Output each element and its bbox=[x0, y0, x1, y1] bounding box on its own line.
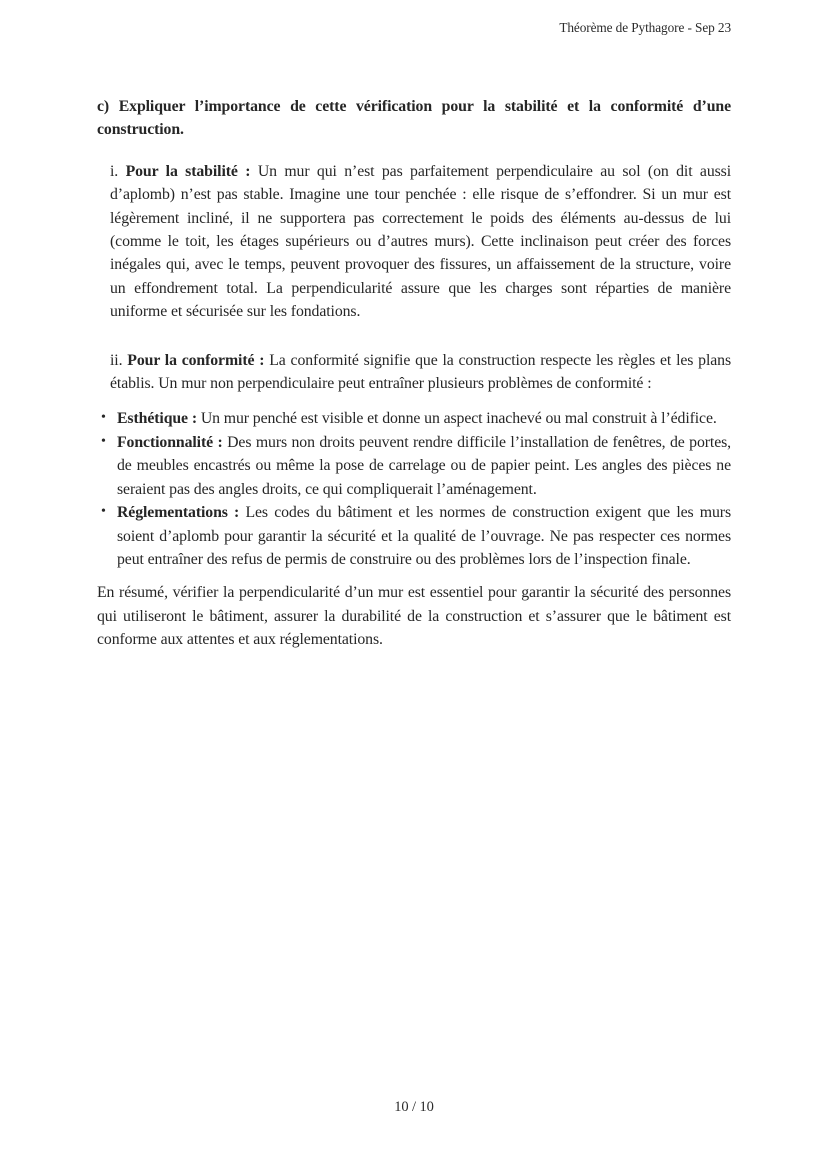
section-numeral: ii. bbox=[110, 351, 123, 369]
section-numeral: i. bbox=[110, 162, 119, 180]
question-heading: c) Expliquer l’importance de cette vérification pour la stabilité et la conformité d’une construction. bbox=[97, 98, 731, 139]
paragraph-stability bbox=[110, 160, 731, 324]
bullet-text: Des murs non droits peuvent rendre difficile l’installation de fenêtres, de portes, de meubles encastrés ou même la pose de carrelage ou de papier peint. Les angles des pièces ne seraient pas des angles droits, ce qui compliquerait l’aménagement. bbox=[117, 433, 732, 498]
running-header: Théorème de Pythagore - Sep 23 bbox=[559, 20, 731, 35]
section-label: Pour la conformité : bbox=[127, 351, 265, 369]
bullet-label: Fonctionnalité : bbox=[117, 433, 223, 451]
conformity-issues-list bbox=[97, 407, 731, 571]
bullet-label: Esthétique : bbox=[117, 410, 197, 428]
bullet-label: Réglementations : bbox=[117, 504, 240, 522]
bullet-text: Les codes du bâtiment et les normes de construction exigent que les murs soient d’aplomb pour garantir la sécurité et la qualité de l’ouvrage. Ne pas respecter ces normes peut entraîner des refus de permis de construire ou des problèmes lors de l’inspection finale. bbox=[117, 504, 731, 568]
summary-paragraph: En résumé, vérifier la perpendicularité d’un mur est essentiel pour garantir la sécurité des personnes qui utiliseront le bâtiment, assurer la durabilité de la construction et s’assurer que le bâtiment est conforme aux attentes et aux réglementations. bbox=[97, 584, 731, 649]
section-text: Un mur qui n’est pas parfaitement perpendiculaire au sol (on dit aussi d’aplomb) n’est pas stable. Imagine une tour penchée : elle risque de s’effondrer. Si un mur est légèrement incliné, il ne supportera pas correctement le poids des éléments au-dessus de lui (comme le toit, les étages supérieurs ou d’autres murs). Cette inclinaison peut créer des forces inégales qui, avec le temps, peuvent provoquer des fissures, un affaissement de la structure, voire un effondrement total. La perpendicularité assure que les charges sont réparties de manière uniforme et sécurisée sur les fondations. bbox=[110, 162, 732, 321]
bullet-icon: • bbox=[101, 433, 106, 449]
section-label: Pour la stabilité : bbox=[125, 162, 251, 180]
page-number: 10 / 10 bbox=[394, 1099, 434, 1115]
list-item bbox=[97, 501, 731, 571]
document-body bbox=[97, 95, 731, 652]
list-item bbox=[97, 407, 731, 430]
list-item bbox=[97, 431, 731, 501]
bullet-icon: • bbox=[101, 410, 106, 426]
bullet-icon: • bbox=[101, 504, 106, 520]
paragraph-conformity bbox=[110, 349, 731, 396]
bullet-text: Un mur penché est visible et donne un aspect inachevé ou mal construit à l’édifice. bbox=[200, 410, 717, 428]
section-text: La conformité signifie que la construction respecte les règles et les plans établis. Un mur non perpendiculaire peut entraîner plusieurs problèmes de conformité : bbox=[110, 351, 731, 393]
